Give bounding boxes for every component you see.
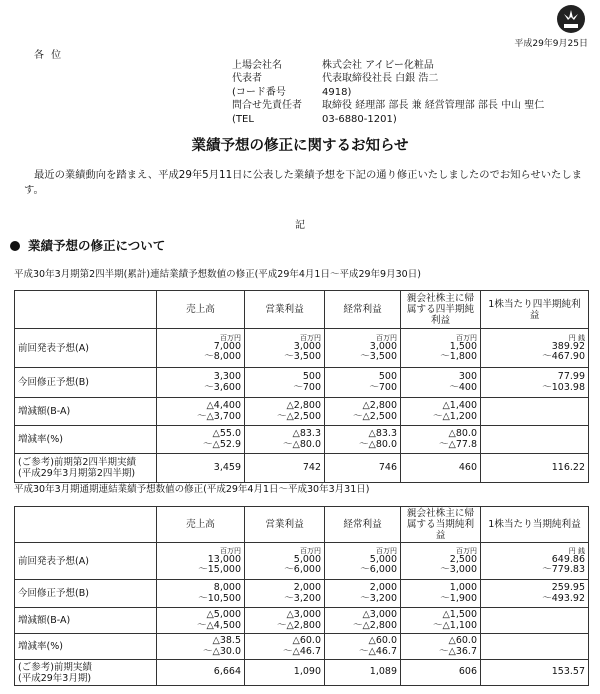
unit-label: 円 銭 <box>568 546 585 555</box>
cell-value: ～△1,200 <box>432 410 477 422</box>
cell-value: 1,500 <box>449 340 477 352</box>
unit-label: 百万円 <box>376 546 397 555</box>
table-cell <box>157 454 245 483</box>
table-cell <box>325 543 401 580</box>
column-header: 親会社株主に帰属する当期純利益 <box>401 507 481 543</box>
cell-value: △38.5 <box>212 635 241 646</box>
cell-value: ～△80.0 <box>283 438 321 450</box>
cell-value: 389.92 <box>551 340 585 352</box>
forecast-table-fy <box>14 506 589 686</box>
table-cell <box>245 543 325 580</box>
section-title-text: 業績予想の修正について <box>28 238 166 253</box>
company-logo-icon <box>556 4 586 34</box>
header-row <box>15 507 589 543</box>
cell-value: 3,300 <box>213 371 241 382</box>
column-header: 経常利益 <box>325 507 401 543</box>
table-row <box>15 398 589 426</box>
table-cell <box>157 634 245 660</box>
cell-value: ～△2,800 <box>276 619 321 631</box>
table-cell <box>157 368 245 398</box>
row-label: 今回修正予想(B) <box>15 580 157 608</box>
table-cell <box>325 329 401 368</box>
table-cell <box>325 660 401 686</box>
table-cell <box>325 368 401 398</box>
cell-value: 746 <box>378 461 397 473</box>
cell-value: ～467.90 <box>542 351 585 362</box>
row-label: 増減率(%) <box>15 634 157 660</box>
table2-caption: 平成30年3月期通期連結業績予想数値の修正(平成29年4月1日～平成30年3月31日) <box>14 484 370 495</box>
table-cell <box>245 329 325 368</box>
header-blank <box>15 507 157 543</box>
cell-value: △60.0 <box>292 635 321 646</box>
row-label: (ご参考)前期第2四半期実績 (平成29年3月期第2四半期) <box>15 454 157 483</box>
column-header: 1株当たり四半期純利益 <box>481 291 589 329</box>
cell-value: ～700 <box>293 381 321 393</box>
table-row <box>15 543 589 580</box>
table-cell <box>401 660 481 686</box>
cell-value: 3,459 <box>213 461 241 473</box>
unit-label: 百万円 <box>376 333 397 342</box>
row-label: 前回発表予想(A) <box>15 329 157 368</box>
table-cell <box>245 634 325 660</box>
cell-value <box>484 621 585 632</box>
row-label: 増減額(B-A) <box>15 608 157 634</box>
info-value: 03-6880-1201) <box>322 113 397 125</box>
header-blank <box>15 291 157 329</box>
table-cell <box>481 660 589 686</box>
table-cell <box>157 660 245 686</box>
info-row <box>232 72 544 85</box>
cell-value: ～3,500 <box>360 351 397 362</box>
cell-value: 8,000 <box>213 582 241 593</box>
column-header: 売上高 <box>157 291 245 329</box>
cell-value: 460 <box>458 461 477 473</box>
cell-value: ～1,900 <box>440 592 477 604</box>
table-cell <box>157 329 245 368</box>
table-cell <box>157 580 245 608</box>
cell-value <box>484 412 585 423</box>
column-header: 1株当たり当期純利益 <box>481 507 589 543</box>
table-cell <box>401 454 481 483</box>
cell-value: △83.3 <box>292 428 321 439</box>
company-info <box>232 59 544 126</box>
table-cell <box>481 634 589 660</box>
table-cell <box>481 368 589 398</box>
info-row <box>232 86 544 99</box>
unit-label: 百万円 <box>456 333 477 342</box>
table-cell <box>245 608 325 634</box>
table-cell <box>325 426 401 454</box>
table-cell <box>325 580 401 608</box>
table-cell <box>325 398 401 426</box>
cell-value <box>484 440 585 451</box>
table-cell <box>245 580 325 608</box>
cell-value: ～3,500 <box>284 351 321 362</box>
cell-value: 300 <box>458 371 477 382</box>
cell-value <box>484 401 585 412</box>
cell-value: ～8,000 <box>204 351 241 362</box>
table-cell <box>481 580 589 608</box>
cell-value: 5,000 <box>369 553 397 565</box>
forecast-table-q2 <box>14 290 589 483</box>
column-header: 営業利益 <box>245 291 325 329</box>
column-header: 売上高 <box>157 507 245 543</box>
cell-value: 153.57 <box>551 666 585 678</box>
cell-value: 606 <box>458 666 477 678</box>
cell-value: 500 <box>378 371 397 382</box>
cell-value: ～10,500 <box>198 592 241 604</box>
table-row <box>15 580 589 608</box>
cell-value: 2,500 <box>449 553 477 565</box>
table-cell <box>157 398 245 426</box>
cell-value: ～779.83 <box>542 564 585 575</box>
table-row <box>15 329 589 368</box>
cell-value: △80.0 <box>448 428 477 439</box>
row-label: (ご参考)前期実績 (平成29年3月期) <box>15 660 157 686</box>
info-value: 取締役 経理部 部長 兼 経営管理部 部長 中山 聖仁 <box>322 100 545 112</box>
cell-value: ～△46.7 <box>359 645 397 657</box>
table-row <box>15 634 589 660</box>
cell-value: 2,000 <box>293 582 321 593</box>
cell-value: 116.22 <box>551 461 585 473</box>
column-header: 親会社株主に帰属する四半期純利益 <box>401 291 481 329</box>
cell-value: △2,800 <box>362 400 397 411</box>
row-label: 増減額(B-A) <box>15 398 157 426</box>
cell-value: △83.3 <box>368 428 397 439</box>
cell-value <box>484 610 585 621</box>
info-row <box>232 59 544 72</box>
cell-value: 259.95 <box>551 582 585 593</box>
info-value: 代表取締役社長 白銀 浩二 <box>322 73 439 85</box>
section-heading <box>10 236 165 254</box>
table-row <box>15 608 589 634</box>
table-cell <box>401 398 481 426</box>
cell-value: ～△46.7 <box>283 645 321 657</box>
table-cell <box>245 426 325 454</box>
cell-value: △3,000 <box>362 609 397 620</box>
table-cell <box>325 454 401 483</box>
table-cell <box>401 426 481 454</box>
cell-value: ～400 <box>449 381 477 393</box>
cell-value: ～△30.0 <box>203 645 241 657</box>
info-row <box>232 99 544 112</box>
cell-value: ～493.92 <box>542 592 585 604</box>
info-key: 問合せ先責任者 <box>232 100 302 112</box>
info-row <box>232 113 544 126</box>
cell-value: 500 <box>302 371 321 382</box>
table-cell <box>401 368 481 398</box>
cell-value: ～△3,700 <box>196 410 241 422</box>
info-key: 上場会社名 <box>232 60 282 71</box>
cell-value: 649.86 <box>551 553 585 565</box>
info-value: 4918) <box>322 86 352 98</box>
header-row <box>15 291 589 329</box>
cell-value <box>484 647 585 658</box>
unit-label: 百万円 <box>220 333 241 342</box>
unit-label: 円 銭 <box>568 333 585 342</box>
unit-label: 百万円 <box>456 546 477 555</box>
addressee: 各 位 <box>34 50 64 61</box>
column-header: 経常利益 <box>325 291 401 329</box>
document-date: 平成29年9月25日 <box>514 39 588 49</box>
table-cell <box>157 543 245 580</box>
cell-value: 7,000 <box>213 340 241 352</box>
column-header: 営業利益 <box>245 507 325 543</box>
cell-value: 2,000 <box>369 582 397 593</box>
table-cell <box>157 608 245 634</box>
table-cell <box>245 398 325 426</box>
info-key: 代表者 <box>232 73 262 85</box>
table-cell <box>401 329 481 368</box>
cell-value: 1,090 <box>293 666 321 678</box>
cell-value: △2,800 <box>286 400 321 411</box>
table-row <box>15 426 589 454</box>
table-cell <box>325 608 401 634</box>
cell-value: ～△2,800 <box>352 619 397 631</box>
cell-value: △1,400 <box>442 400 477 411</box>
cell-value: 5,000 <box>293 553 321 565</box>
table-cell <box>401 634 481 660</box>
table-cell <box>325 634 401 660</box>
bullet-icon <box>10 241 20 251</box>
table-cell <box>245 660 325 686</box>
cell-value <box>484 636 585 647</box>
table-cell <box>245 368 325 398</box>
cell-value: ～△77.8 <box>439 438 477 450</box>
cell-value: 13,000 <box>207 553 241 565</box>
unit-label: 百万円 <box>300 546 321 555</box>
cell-value: ～15,000 <box>198 564 241 575</box>
cell-value: ～△36.7 <box>439 645 477 657</box>
cell-value: ～103.98 <box>542 381 585 393</box>
cell-value: 1,089 <box>369 666 397 678</box>
cell-value: 3,000 <box>369 340 397 352</box>
cell-value: ～3,600 <box>204 381 241 393</box>
intro-paragraph: 最近の業績動向を踏まえ、平成29年5月11日に公表した業績予想を下記の通り修正いたしましたのでお知らせいたします。 <box>24 169 582 196</box>
cell-value: ～700 <box>369 381 397 393</box>
cell-value: ～6,000 <box>360 564 397 575</box>
table-cell <box>481 454 589 483</box>
row-label: 増減率(%) <box>15 426 157 454</box>
row-label: 今回修正予想(B) <box>15 368 157 398</box>
cell-value: ～△52.9 <box>203 438 241 450</box>
cell-value: △5,000 <box>206 609 241 620</box>
row-label: 前回発表予想(A) <box>15 543 157 580</box>
table-cell <box>481 398 589 426</box>
cell-value: △4,400 <box>206 400 241 411</box>
table-row <box>15 454 589 483</box>
cell-value: ～△2,500 <box>352 410 397 422</box>
cell-value: △1,500 <box>442 609 477 620</box>
cell-value: ～△4,500 <box>196 619 241 631</box>
cell-value: 742 <box>302 461 321 473</box>
table-cell <box>481 426 589 454</box>
unit-label: 百万円 <box>300 333 321 342</box>
table-row <box>15 660 589 686</box>
table-cell <box>157 426 245 454</box>
info-key: (TEL <box>232 113 254 125</box>
cell-value: 1,000 <box>449 582 477 593</box>
cell-value: △60.0 <box>448 635 477 646</box>
page-title: 業績予想の修正に関するお知らせ <box>191 138 409 154</box>
cell-value: ～1,800 <box>440 351 477 362</box>
table1-caption: 平成30年3月期第2四半期(累計)連結業績予想数値の修正(平成29年4月1日～平成29年9月30日) <box>14 269 421 280</box>
cell-value: △3,000 <box>286 609 321 620</box>
cell-value: 3,000 <box>293 340 321 352</box>
table-cell <box>481 608 589 634</box>
cell-value: ～3,200 <box>360 592 397 604</box>
info-value: 株式会社 アイビー化粧品 <box>322 60 434 71</box>
cell-value: 77.99 <box>557 371 585 382</box>
cell-value: 6,664 <box>213 666 241 678</box>
cell-value: ～△1,100 <box>432 619 477 631</box>
cell-value <box>484 429 585 440</box>
table-cell <box>401 543 481 580</box>
table-cell <box>481 329 589 368</box>
cell-value: △55.0 <box>212 428 241 439</box>
table-cell <box>401 580 481 608</box>
cell-value: ～6,000 <box>284 564 321 575</box>
cell-value: ～3,200 <box>284 592 321 604</box>
cell-value: ～3,000 <box>440 564 477 575</box>
table-row <box>15 368 589 398</box>
ki-heading: 記 <box>295 220 305 231</box>
table-cell <box>245 454 325 483</box>
cell-value: ～△2,500 <box>276 410 321 422</box>
cell-value: △60.0 <box>368 635 397 646</box>
table-cell <box>481 543 589 580</box>
table-cell <box>401 608 481 634</box>
unit-label: 百万円 <box>220 546 241 555</box>
cell-value: ～△80.0 <box>359 438 397 450</box>
info-key: (コード番号 <box>232 86 286 98</box>
